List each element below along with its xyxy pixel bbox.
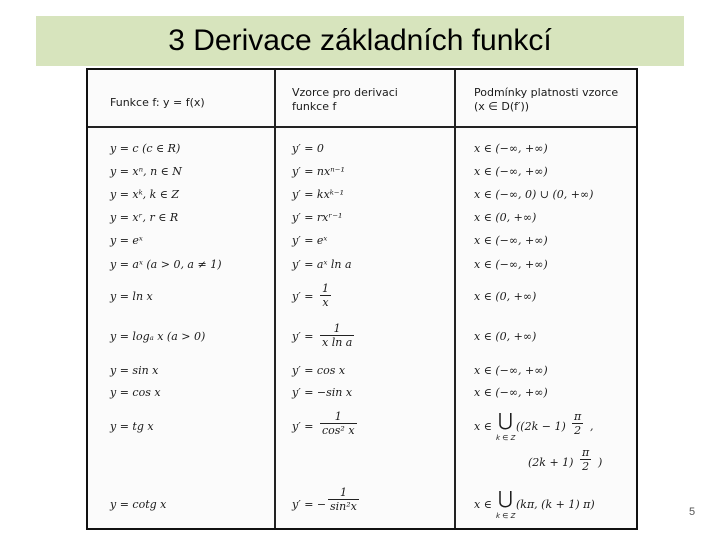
row-3-function: y = xʳ, r ∈ R	[110, 211, 179, 224]
header-derivative-line2: funkce f	[292, 100, 337, 113]
row-6-numerator: 1	[322, 282, 329, 295]
row-10-pi-num-1: π	[574, 410, 582, 423]
slide-title: 3 Derivace základních funkcí	[168, 24, 552, 57]
row-6-derivative-fraction	[320, 282, 331, 309]
row-8-function: y = sin x	[110, 364, 159, 377]
header-derivative-line1: Vzorce pro derivaci	[292, 86, 398, 99]
row-4-function: y = eˣ	[110, 234, 143, 247]
row-10-pi-den-2: 2	[582, 460, 590, 473]
header-condition	[474, 86, 618, 114]
row-10-numerator: 1	[320, 410, 357, 424]
row-2-derivative: y′ = kxᵏ⁻¹	[292, 188, 345, 201]
row-0-condition: x ∈ (−∞, +∞)	[474, 142, 548, 155]
row-7-function: y = logₐ x (a > 0)	[110, 330, 206, 343]
header-function	[110, 96, 205, 110]
row-11-condition-rest: (kπ, (k + 1) π)	[516, 498, 595, 511]
row-10-condition-prefix: x ∈	[474, 420, 492, 433]
row-8-derivative: y′ = cos x	[292, 364, 346, 377]
row-5-function: y = aˣ (a > 0, a ≠ 1)	[110, 258, 222, 271]
row-9-derivative: y′ = −sin x	[292, 386, 353, 399]
row-6-derivative-prefix: y′ =	[292, 290, 314, 303]
row-10-denominator: cos² x	[322, 424, 355, 437]
row-10-condition-part2: (2k + 1)	[528, 456, 574, 469]
row-7-derivative-prefix: y′ =	[292, 330, 314, 343]
row-6-condition: x ∈ (0, +∞)	[474, 290, 537, 303]
row-10-condition-comma: ,	[590, 420, 594, 433]
row-5-derivative: y′ = aˣ ln a	[292, 258, 352, 271]
row-11-function: y = cotg x	[110, 498, 167, 511]
row-2-function: y = xᵏ, k ∈ Z	[110, 188, 180, 201]
row-7-derivative-fraction	[320, 322, 354, 349]
row-10-condition-close: )	[598, 456, 603, 469]
row-10-derivative-prefix: y′ =	[292, 420, 314, 433]
row-6-denominator: x	[322, 296, 329, 309]
row-9-function: y = cos x	[110, 386, 161, 399]
row-10-derivative-fraction	[320, 410, 357, 437]
page-number: 5	[689, 506, 696, 518]
row-11-numerator: 1	[328, 486, 359, 500]
row-10-condition-part1: ((2k − 1)	[516, 420, 566, 433]
row-0-derivative: y′ = 0	[292, 142, 324, 155]
row-4-condition: x ∈ (−∞, +∞)	[474, 234, 548, 247]
row-7-condition: x ∈ (0, +∞)	[474, 330, 537, 343]
header-condition-line2: (x ∈ D(f′))	[474, 100, 530, 113]
row-11-union-symbol: ⋃	[498, 488, 513, 509]
row-11-union-subscript: k ∈ Z	[496, 512, 516, 520]
row-7-denominator: x ln a	[322, 336, 353, 349]
row-10-union-subscript: k ∈ Z	[496, 434, 516, 442]
row-11-denominator: sin²x	[330, 500, 357, 513]
row-5-condition: x ∈ (−∞, +∞)	[474, 258, 548, 271]
row-9-condition: x ∈ (−∞, +∞)	[474, 386, 548, 399]
row-4-derivative: y′ = eˣ	[292, 234, 328, 247]
col-divider-2	[454, 70, 456, 530]
header-condition-line1: Podmínky platnosti vzorce	[474, 86, 619, 99]
row-10-union-symbol: ⋃	[498, 410, 513, 431]
row-10-function: y = tg x	[110, 420, 154, 433]
row-3-derivative: y′ = rxʳ⁻¹	[292, 211, 343, 224]
header-function-text: Funkce f: y = f(x)	[110, 96, 205, 109]
row-11-derivative-prefix: y′ = −	[292, 498, 327, 511]
row-6-function: y = ln x	[110, 290, 153, 303]
header-derivative	[292, 86, 398, 114]
row-2-condition: x ∈ (−∞, 0) ∪ (0, +∞)	[474, 188, 594, 201]
row-11-condition-prefix: x ∈	[474, 498, 492, 511]
row-10-pi-den-1: 2	[574, 424, 582, 437]
row-3-condition: x ∈ (0, +∞)	[474, 211, 537, 224]
derivative-table	[86, 68, 638, 530]
row-7-numerator: 1	[320, 322, 354, 336]
col-divider-1	[274, 70, 276, 530]
row-8-condition: x ∈ (−∞, +∞)	[474, 364, 548, 377]
title-bar	[36, 16, 684, 66]
row-1-function: y = xⁿ, n ∈ N	[110, 165, 182, 178]
row-1-derivative: y′ = nxⁿ⁻¹	[292, 165, 345, 178]
row-11-derivative-fraction	[328, 486, 359, 513]
row-1-condition: x ∈ (−∞, +∞)	[474, 165, 548, 178]
header-divider	[88, 126, 638, 128]
row-10-pi-fraction-1	[572, 410, 583, 437]
row-10-pi-fraction-2	[580, 446, 591, 473]
row-0-function: y = c (c ∈ R)	[110, 142, 181, 155]
row-10-pi-num-2: π	[582, 446, 590, 459]
